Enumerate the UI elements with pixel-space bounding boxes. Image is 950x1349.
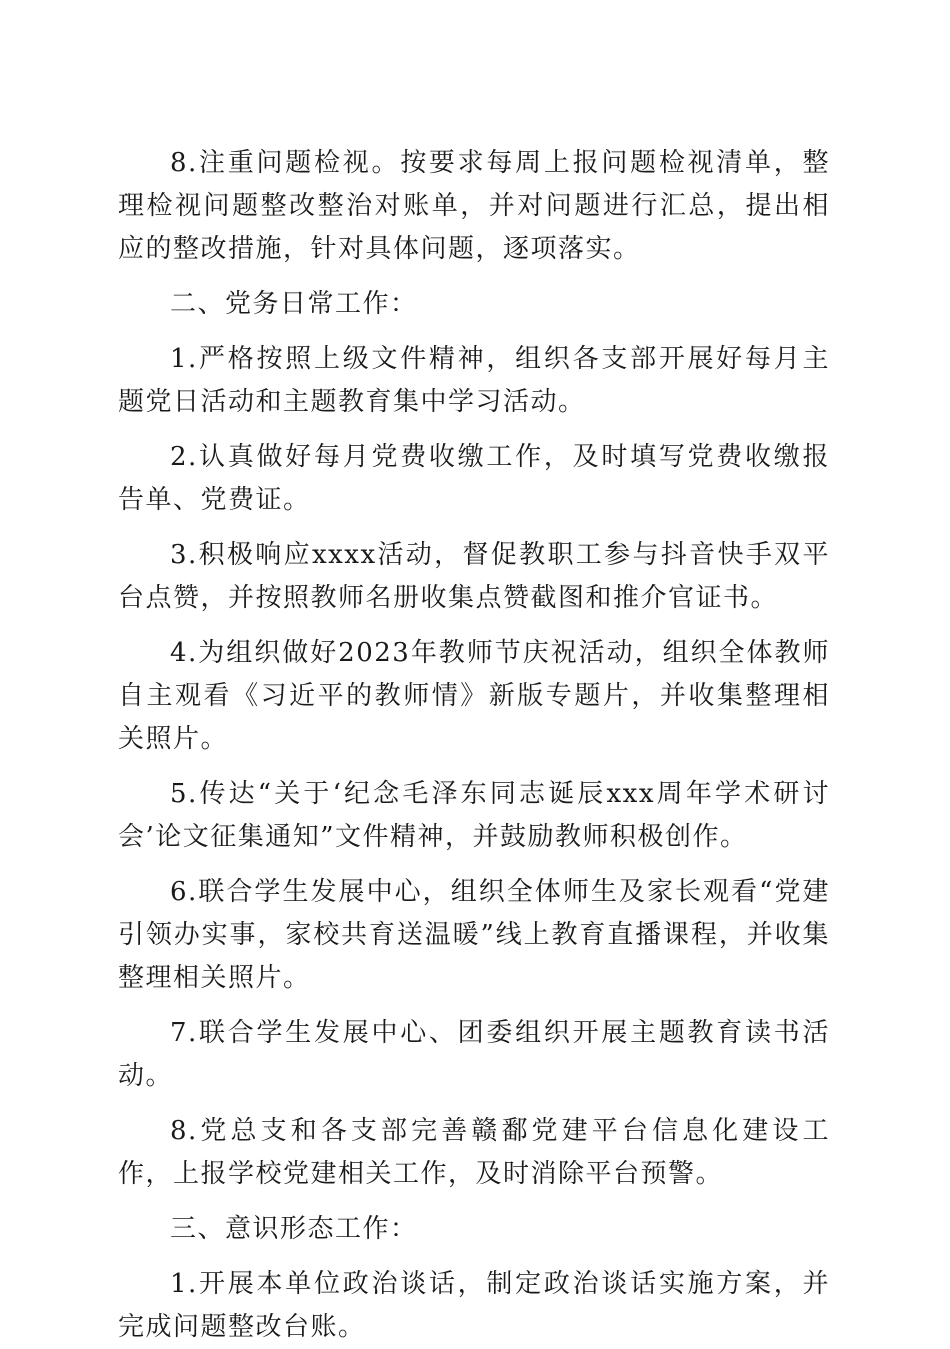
paragraph-party-item-8: 8.党总支和各支部完善赣鄱党建平台信息化建设工作，上报学校党建相关工作，及时消除平台预警。 <box>118 1116 830 1189</box>
section-heading-party-affairs: 二、党务日常工作： <box>170 289 418 319</box>
paragraph-party-item-2: 2.认真做好每月党费收缴工作，及时填写党费收缴报告单、党费证。 <box>118 442 830 515</box>
paragraph-party-item-3: 3.积极响应xxxx活动，督促教职工参与抖音快手双平台点赞，并按照教师名册收集点赞截图和推介官证书。 <box>118 540 830 613</box>
paragraph-party-item-6: 6.联合学生发展中心，组织全体师生及家长观看“党建引领办实事，家校共育送温暖”线上教育直播课程，并收集整理相关照片。 <box>118 877 830 993</box>
document-page <box>118 142 830 1349</box>
paragraph-problem-review: 8.注重问题检视。按要求每周上报问题检视清单，整理检视问题整改整治对账单，并对问题进行汇总，提出相应的整改措施，针对具体问题，逐项落实。 <box>118 148 830 264</box>
paragraph-party-item-7: 7.联合学生发展中心、团委组织开展主题教育读书活动。 <box>118 1018 830 1091</box>
paragraph-ideology-item-1: 1.开展本单位政治谈话，制定政治谈话实施方案，并完成问题整改台账。 <box>118 1269 830 1342</box>
section-heading-ideology: 三、意识形态工作： <box>170 1214 418 1244</box>
paragraph-party-item-1: 1.严格按照上级文件精神，组织各支部开展好每月主题党日活动和主题教育集中学习活动。 <box>118 344 830 417</box>
paragraph-party-item-5: 5.传达“关于‘纪念毛泽东同志诞辰xxx周年学术研讨会’论文征集通知”文件精神，并鼓励教师积极创作。 <box>118 779 830 852</box>
paragraph-party-item-4: 4.为组织做好2023年教师节庆祝活动，组织全体教师自主观看《习近平的教师情》新版专题片，并收集整理相关照片。 <box>118 638 830 754</box>
